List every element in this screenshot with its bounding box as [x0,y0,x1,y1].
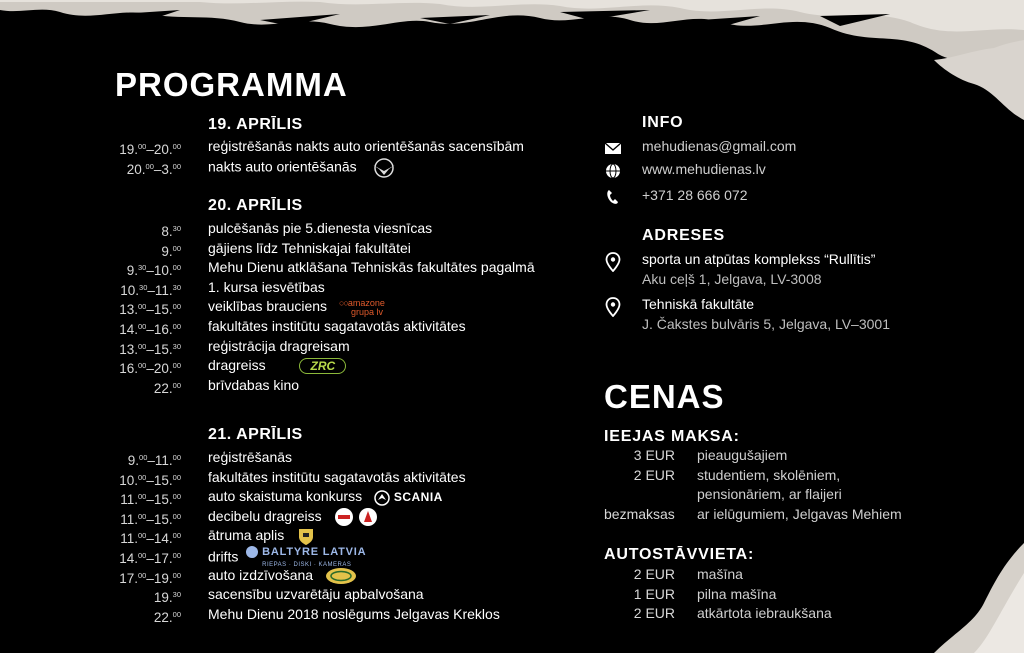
globe-icon [604,163,622,179]
schedule-desc: fakultātes institūtu sagatavotās aktivitātes [208,317,466,334]
schedule-time: 22.00 [153,609,181,625]
price-value: 3 EUR [633,447,675,463]
schedule-desc: sacensību uzvarētāju apbalvošana [208,586,424,603]
schedule-desc: veiklības brauciens ○○amazone grupa lv [208,297,385,317]
schedule-time: 22.00 [153,380,181,396]
schedule-row [105,448,565,468]
schedule-time: 16.00–20.00 [119,361,181,377]
phone-text[interactable]: +371 28 666 072 [642,187,748,203]
day3-heading: 21. APRĪLIS [208,426,303,443]
schedule-desc: Mehu Dienu 2018 noslēgums Jelgavas Kreklos [208,605,500,622]
schedule-row [105,317,565,337]
scania-griffin-icon [374,490,390,506]
schedule-time: 9.00–11.00 [127,453,181,468]
address-street: Aku ceļš 1, Jelgava, LV-3008 [642,271,822,287]
address-street: J. Čakstes bulvāris 5, Jelgava, LV–3001 [642,316,890,332]
schedule-desc: reģistrēšanās nakts auto orientēšanās sacensībām [208,138,524,154]
eagle-emblem-logo [369,157,399,179]
shield-logo [296,527,316,547]
location-pin-icon [604,252,622,272]
schedule-time: 14.00–16.00 [119,321,181,337]
day1-schedule [105,137,565,176]
schedule-time: 11.00–15.00 [120,511,181,527]
schedule-desc: brīvdabas kino [208,376,300,393]
schedule-row [105,278,565,298]
day1-heading: 19. APRĪLIS [208,116,303,133]
schedule-row [105,468,565,488]
schedule-row [105,239,565,259]
schedule-time: 20.00–3.00 [126,161,181,177]
day2-heading: 20. APRĪLIS [208,197,303,214]
schedule-row [105,585,565,605]
price-desc: ar ielūgumiem, Jelgavas Mehiem [697,505,902,522]
schedule-time: 19.30 [153,590,181,606]
schedule-row [105,219,565,239]
schedule-row [105,297,565,317]
schedule-time: 13.00–15.00 [119,302,181,318]
schedule-time: 8.30 [161,224,181,239]
baltyre-logo: BALTYRE LATVIA RIEPAS · DISKI · KAMERAS [246,546,366,570]
brush-texture-right [934,40,1024,120]
schedule-row [105,566,565,586]
schedule-row [105,526,565,546]
address-name: Tehniskā fakultāte [642,296,755,312]
schedule-row [105,137,565,157]
decibel-sponsor-logo [334,507,380,527]
schedule-desc: decibelu dragreiss [208,507,380,527]
price-value: 2 EUR [633,605,675,622]
price-value: bezmaksas [604,505,675,522]
envelope-icon [604,140,622,156]
schedule-desc: nakts auto orientēšanās [208,157,399,179]
schedule-desc: auto izdzīvošana [208,566,357,586]
schedule-desc: ātruma aplis [208,526,316,546]
zrc-logo: ZRC [299,358,346,374]
schedule-time: 13.00–15.30 [119,341,181,357]
scania-logo: SCANIA [374,488,443,508]
schedule-desc: dragreiss ZRC [208,356,346,376]
programma-title: PROGRAMMA [115,66,348,103]
autostavvieta-heading: AUTOSTĀVVIETA: [604,546,755,563]
email-text[interactable]: mehudienas@gmail.com [642,138,797,154]
schedule-row [105,337,565,357]
schedule-row [105,376,565,396]
schedule-row [105,605,565,625]
schedule-time: 19.00–20.00 [119,142,181,157]
day2-schedule [105,219,565,395]
brush-texture-bottom [904,543,1024,653]
address-name: sporta un atpūtas komplekss “Rullītis” [642,251,876,267]
schedule-desc: reģistrēšanās [208,449,293,465]
price-desc: studentiem, skolēniem, [697,466,841,483]
amazone-logo: ○○amazone grupa lv [338,297,385,317]
schedule-time: 11.00–15.00 [120,492,181,508]
adreses-heading: ADRESES [642,227,725,244]
schedule-desc: Mehu Dienu atklāšana Tehniskās fakultātes pagalmā [208,259,535,276]
oval-sponsor-logo [325,567,357,585]
schedule-desc: fakultātes institūtu sagatavotās aktivitātes [208,468,466,485]
info-heading: INFO [642,114,684,131]
price-value: 1 EUR [633,585,675,602]
day3-schedule [105,448,565,624]
ieejas-heading: IEEJAS MAKSA: [604,428,740,445]
schedule-time: 9.00 [161,243,181,259]
schedule-desc: 1. kursa iesvētības [208,278,325,295]
schedule-desc: pulcēšanās pie 5.dienesta viesnīcas [208,220,433,236]
price-desc: pilna mašīna [697,585,777,602]
schedule-row [105,258,565,278]
price-desc: pensionāriem, ar flaijeri [697,486,842,503]
schedule-row [105,157,565,177]
schedule-time: 17.00–19.00 [119,570,181,586]
schedule-row [105,507,565,527]
price-desc: mašīna [697,566,743,582]
price-desc: atkārtota iebraukšana [697,605,832,622]
price-value: 2 EUR [633,566,675,582]
cenas-title: CENAS [604,378,725,415]
schedule-time: 14.00–17.00 [119,550,181,566]
schedule-time: 10.00–15.00 [119,472,181,488]
location-pin-icon [604,297,622,317]
web-text[interactable]: www.mehudienas.lv [642,161,766,177]
schedule-desc: drifts BALTYRE LATVIA RIEPAS · DISKI · KAMERAS [208,545,367,568]
price-desc: pieaugušajiem [697,447,788,463]
schedule-row [105,487,565,507]
schedule-row [105,546,565,566]
schedule-desc: gājiens līdz Tehniskajai fakultātei [208,239,411,256]
schedule-desc: auto skaistuma konkurss SCANIA [208,487,443,507]
phone-icon [604,189,622,205]
schedule-time: 11.00–14.00 [120,531,181,547]
schedule-time: 10.30–11.30 [120,282,181,298]
schedule-desc: reģistrācija dragreisam [208,337,350,354]
schedule-time: 9.30–10.00 [126,263,181,279]
schedule-row [105,356,565,376]
price-value: 2 EUR [633,466,675,483]
